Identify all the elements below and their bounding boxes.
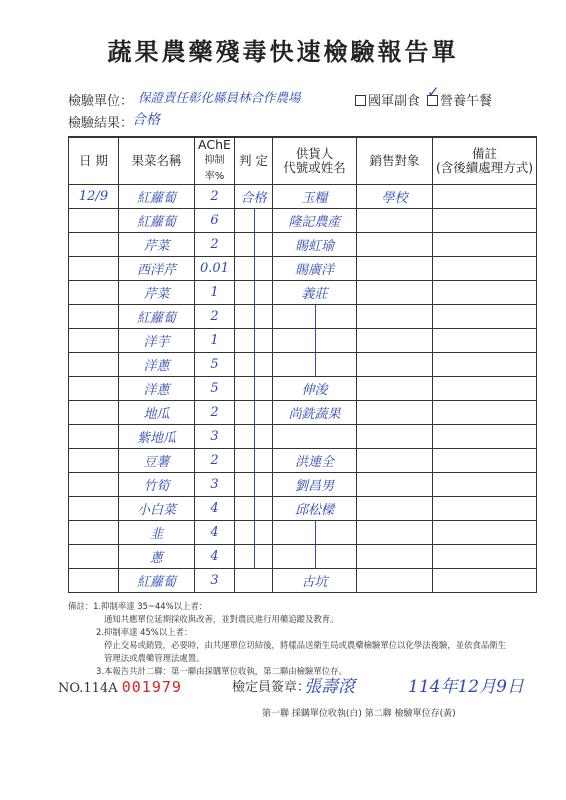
table-row	[69, 497, 537, 521]
ditto-line	[315, 305, 316, 328]
ditto-line	[315, 521, 316, 544]
table-row	[69, 257, 537, 281]
note-2: 2.抑制率達 45%以上者：	[96, 627, 193, 637]
ditto-line	[254, 281, 255, 304]
cell-target	[357, 233, 433, 257]
note-2c: 管理法或農藥管理法處置。	[104, 653, 205, 663]
cell-date: 12/9	[69, 185, 119, 209]
cell-date	[69, 545, 119, 569]
cell-item: 西洋芹	[119, 257, 195, 281]
note-2b: 停止交易或銷毀，必要時，由共運單位切結後，將樣品送衛生局或農藥檢驗單位以化學法複驗，並依食品衛生	[104, 640, 506, 650]
cell-judge	[235, 209, 273, 233]
cell-judge	[235, 401, 273, 425]
ditto-line	[315, 353, 316, 376]
table-row	[69, 209, 537, 233]
cell-remark	[433, 521, 537, 545]
header-supplier-top: 供貨人	[295, 146, 334, 161]
cell-date	[69, 329, 119, 353]
cell-item: 紫地瓜	[119, 425, 195, 449]
table-row	[69, 185, 537, 209]
cell-remark	[433, 377, 537, 401]
cell-supplier	[273, 329, 357, 353]
cell-remark	[433, 329, 537, 353]
ditto-line	[254, 473, 255, 496]
cell-target	[357, 209, 433, 233]
cell-judge	[235, 329, 273, 353]
cell-rate: 4	[195, 497, 235, 521]
cell-date	[69, 281, 119, 305]
cell-supplier: 隆記農產	[273, 209, 357, 233]
sign-date: 114年12月9日	[408, 677, 524, 697]
cell-rate: 2	[195, 401, 235, 425]
cell-rate: 1	[195, 281, 235, 305]
header-target: 銷售對象	[357, 137, 433, 185]
cell-supplier: 義莊	[273, 281, 357, 305]
table-row	[69, 473, 537, 497]
cell-date	[69, 401, 119, 425]
ditto-line	[254, 209, 255, 232]
cell-supplier: 邱松樑	[273, 497, 357, 521]
cell-rate: 2	[195, 185, 235, 209]
cell-target	[357, 257, 433, 281]
cell-date	[69, 305, 119, 329]
cell-date	[69, 377, 119, 401]
footer-note: 第一聯 採購單位收執(白) 第二聯 檢驗單位存(黃)	[262, 709, 456, 719]
cell-judge	[235, 497, 273, 521]
ditto-line	[254, 257, 255, 280]
ditto-line	[254, 233, 255, 256]
header-supplier	[273, 137, 357, 185]
cell-target	[357, 377, 433, 401]
cell-supplier	[273, 425, 357, 449]
cell-remark	[433, 353, 537, 377]
table-row	[69, 401, 537, 425]
cell-date	[69, 257, 119, 281]
checkbox-military[interactable]	[355, 95, 366, 106]
ditto-line	[254, 401, 255, 424]
cell-rate: 2	[195, 449, 235, 473]
cell-remark	[433, 401, 537, 425]
inspection-table	[68, 136, 537, 593]
cell-date	[69, 233, 119, 257]
cell-supplier: 伸浚	[273, 377, 357, 401]
unit-value: 保證責任彰化縣員林合作農場	[138, 90, 301, 105]
cell-judge: 合格	[235, 185, 273, 209]
note-1: 1.抑制率達 35~44%以上者：	[93, 601, 208, 611]
cell-judge	[235, 305, 273, 329]
table-row	[69, 233, 537, 257]
cell-target	[357, 449, 433, 473]
ditto-line	[315, 545, 316, 568]
ditto-line	[254, 497, 255, 520]
header-item: 果菜名稱	[119, 137, 195, 185]
report-title: 蔬果農藥殘毒快速檢驗報告單	[107, 38, 459, 66]
header-remark	[433, 137, 537, 185]
cell-target	[357, 401, 433, 425]
header-judge: 判 定	[235, 137, 273, 185]
header-date: 日 期	[69, 137, 119, 185]
cell-remark	[433, 281, 537, 305]
cell-target: 學校	[357, 185, 433, 209]
cell-supplier: 洪連全	[273, 449, 357, 473]
result-label: 檢驗結果：	[68, 116, 134, 131]
cell-target	[357, 497, 433, 521]
cell-supplier: 尚銑蔬果	[273, 401, 357, 425]
cell-supplier	[273, 521, 357, 545]
table-row	[69, 545, 537, 569]
cell-supplier: 玉糧	[273, 185, 357, 209]
cell-judge	[235, 257, 273, 281]
table-row	[69, 305, 537, 329]
cell-target	[357, 281, 433, 305]
cell-target	[357, 329, 433, 353]
cell-item: 芹菜	[119, 233, 195, 257]
cell-supplier: 劉昌男	[273, 473, 357, 497]
cell-supplier: 賜虹瑜	[273, 233, 357, 257]
header-remark-bottom: (含後續處理方式)	[435, 160, 534, 175]
ditto-line	[254, 353, 255, 376]
cell-remark	[433, 473, 537, 497]
cell-item: 芹菜	[119, 281, 195, 305]
ditto-line	[254, 449, 255, 472]
notes-block	[68, 600, 548, 678]
cell-rate: 3	[195, 473, 235, 497]
cell-item: 紅蘿蔔	[119, 185, 195, 209]
ditto-line	[254, 545, 255, 568]
cell-target	[357, 305, 433, 329]
cell-item: 紅蘿蔔	[119, 209, 195, 233]
inspector-signature: 張壽滾	[304, 677, 355, 697]
ditto-line	[254, 521, 255, 544]
cell-item: 洋蔥	[119, 377, 195, 401]
cell-judge	[235, 545, 273, 569]
cell-date	[69, 425, 119, 449]
option-military[interactable]	[355, 90, 420, 109]
cell-item: 洋芋	[119, 329, 195, 353]
cell-remark	[433, 545, 537, 569]
cell-date	[69, 473, 119, 497]
cell-judge	[235, 353, 273, 377]
cell-target	[357, 521, 433, 545]
table-row	[69, 521, 537, 545]
cell-item: 紅蘿蔔	[119, 569, 195, 593]
table-row	[69, 449, 537, 473]
cell-remark	[433, 233, 537, 257]
cell-remark	[433, 185, 537, 209]
table-row	[69, 281, 537, 305]
option-military-label: 國軍副食	[368, 94, 421, 109]
note-3: 3.本報告共計二聯：第一聯由採購單位收執，第二聯由檢驗單位存。	[96, 666, 347, 676]
ditto-line	[254, 329, 255, 352]
cell-rate: 0.01	[195, 257, 235, 281]
cell-judge	[235, 473, 273, 497]
notes-heading: 備註：	[68, 601, 94, 611]
cell-supplier: 賜廣洋	[273, 257, 357, 281]
cell-judge	[235, 281, 273, 305]
cell-rate: 3	[195, 569, 235, 593]
cell-rate: 4	[195, 521, 235, 545]
table-header-row	[69, 137, 537, 185]
ditto-line	[254, 305, 255, 328]
cell-item: 地瓜	[119, 401, 195, 425]
cell-item: 小白菜	[119, 497, 195, 521]
cell-item: 竹筍	[119, 473, 195, 497]
header-ache-top: AChE	[198, 137, 231, 152]
cell-judge	[235, 569, 273, 593]
table-row	[69, 353, 537, 377]
checkmark-icon: ✓	[427, 83, 440, 101]
cell-remark	[433, 449, 537, 473]
header-ache	[195, 137, 235, 185]
cell-target	[357, 353, 433, 377]
cell-rate: 1	[195, 329, 235, 353]
ditto-line	[315, 329, 316, 352]
serial-prefix: NO.114A	[58, 681, 118, 696]
cell-date	[69, 497, 119, 521]
cell-item: 豆薯	[119, 449, 195, 473]
header-ache-bottom: 抑制率%	[204, 155, 225, 182]
cell-date	[69, 569, 119, 593]
cell-rate: 2	[195, 233, 235, 257]
cell-date	[69, 353, 119, 377]
serial-block	[58, 678, 182, 696]
cell-remark	[433, 209, 537, 233]
cell-remark	[433, 497, 537, 521]
cell-rate: 5	[195, 353, 235, 377]
header-remark-top: 備註	[471, 146, 497, 161]
inspector-label: 檢定員簽章：	[232, 680, 311, 695]
cell-rate: 5	[195, 377, 235, 401]
cell-item: 紅蘿蔔	[119, 305, 195, 329]
cell-item: 洋蔥	[119, 353, 195, 377]
cell-target	[357, 569, 433, 593]
note-1b: 通知共應單位延期採收與改善，並對農民進行用藥追蹤及教育。	[104, 614, 339, 624]
cell-supplier	[273, 305, 357, 329]
cell-item: 蔥	[119, 545, 195, 569]
table-row	[69, 377, 537, 401]
cell-rate: 2	[195, 305, 235, 329]
result-value: 合格	[132, 112, 160, 128]
cell-date	[69, 209, 119, 233]
ditto-line	[254, 425, 255, 448]
table-row	[69, 425, 537, 449]
cell-remark	[433, 569, 537, 593]
table-row	[69, 329, 537, 353]
cell-item: 韭	[119, 521, 195, 545]
cell-rate: 4	[195, 545, 235, 569]
serial-number: 001979	[121, 678, 182, 696]
cell-remark	[433, 425, 537, 449]
cell-remark	[433, 305, 537, 329]
cell-rate: 6	[195, 209, 235, 233]
table-row	[69, 569, 537, 593]
unit-label: 檢驗單位：	[68, 94, 134, 109]
cell-target	[357, 473, 433, 497]
cell-target	[357, 545, 433, 569]
cell-remark	[433, 257, 537, 281]
cell-judge	[235, 233, 273, 257]
cell-judge	[235, 377, 273, 401]
cell-judge	[235, 521, 273, 545]
cell-judge	[235, 449, 273, 473]
option-lunch-label: 營養午餐	[440, 94, 493, 109]
cell-supplier	[273, 353, 357, 377]
cell-judge	[235, 425, 273, 449]
header-supplier-bottom: 代號或姓名	[283, 160, 346, 175]
cell-supplier	[273, 545, 357, 569]
cell-supplier: 古坑	[273, 569, 357, 593]
cell-target	[357, 425, 433, 449]
cell-rate: 3	[195, 425, 235, 449]
cell-date	[69, 521, 119, 545]
cell-date	[69, 449, 119, 473]
ditto-line	[254, 377, 255, 400]
